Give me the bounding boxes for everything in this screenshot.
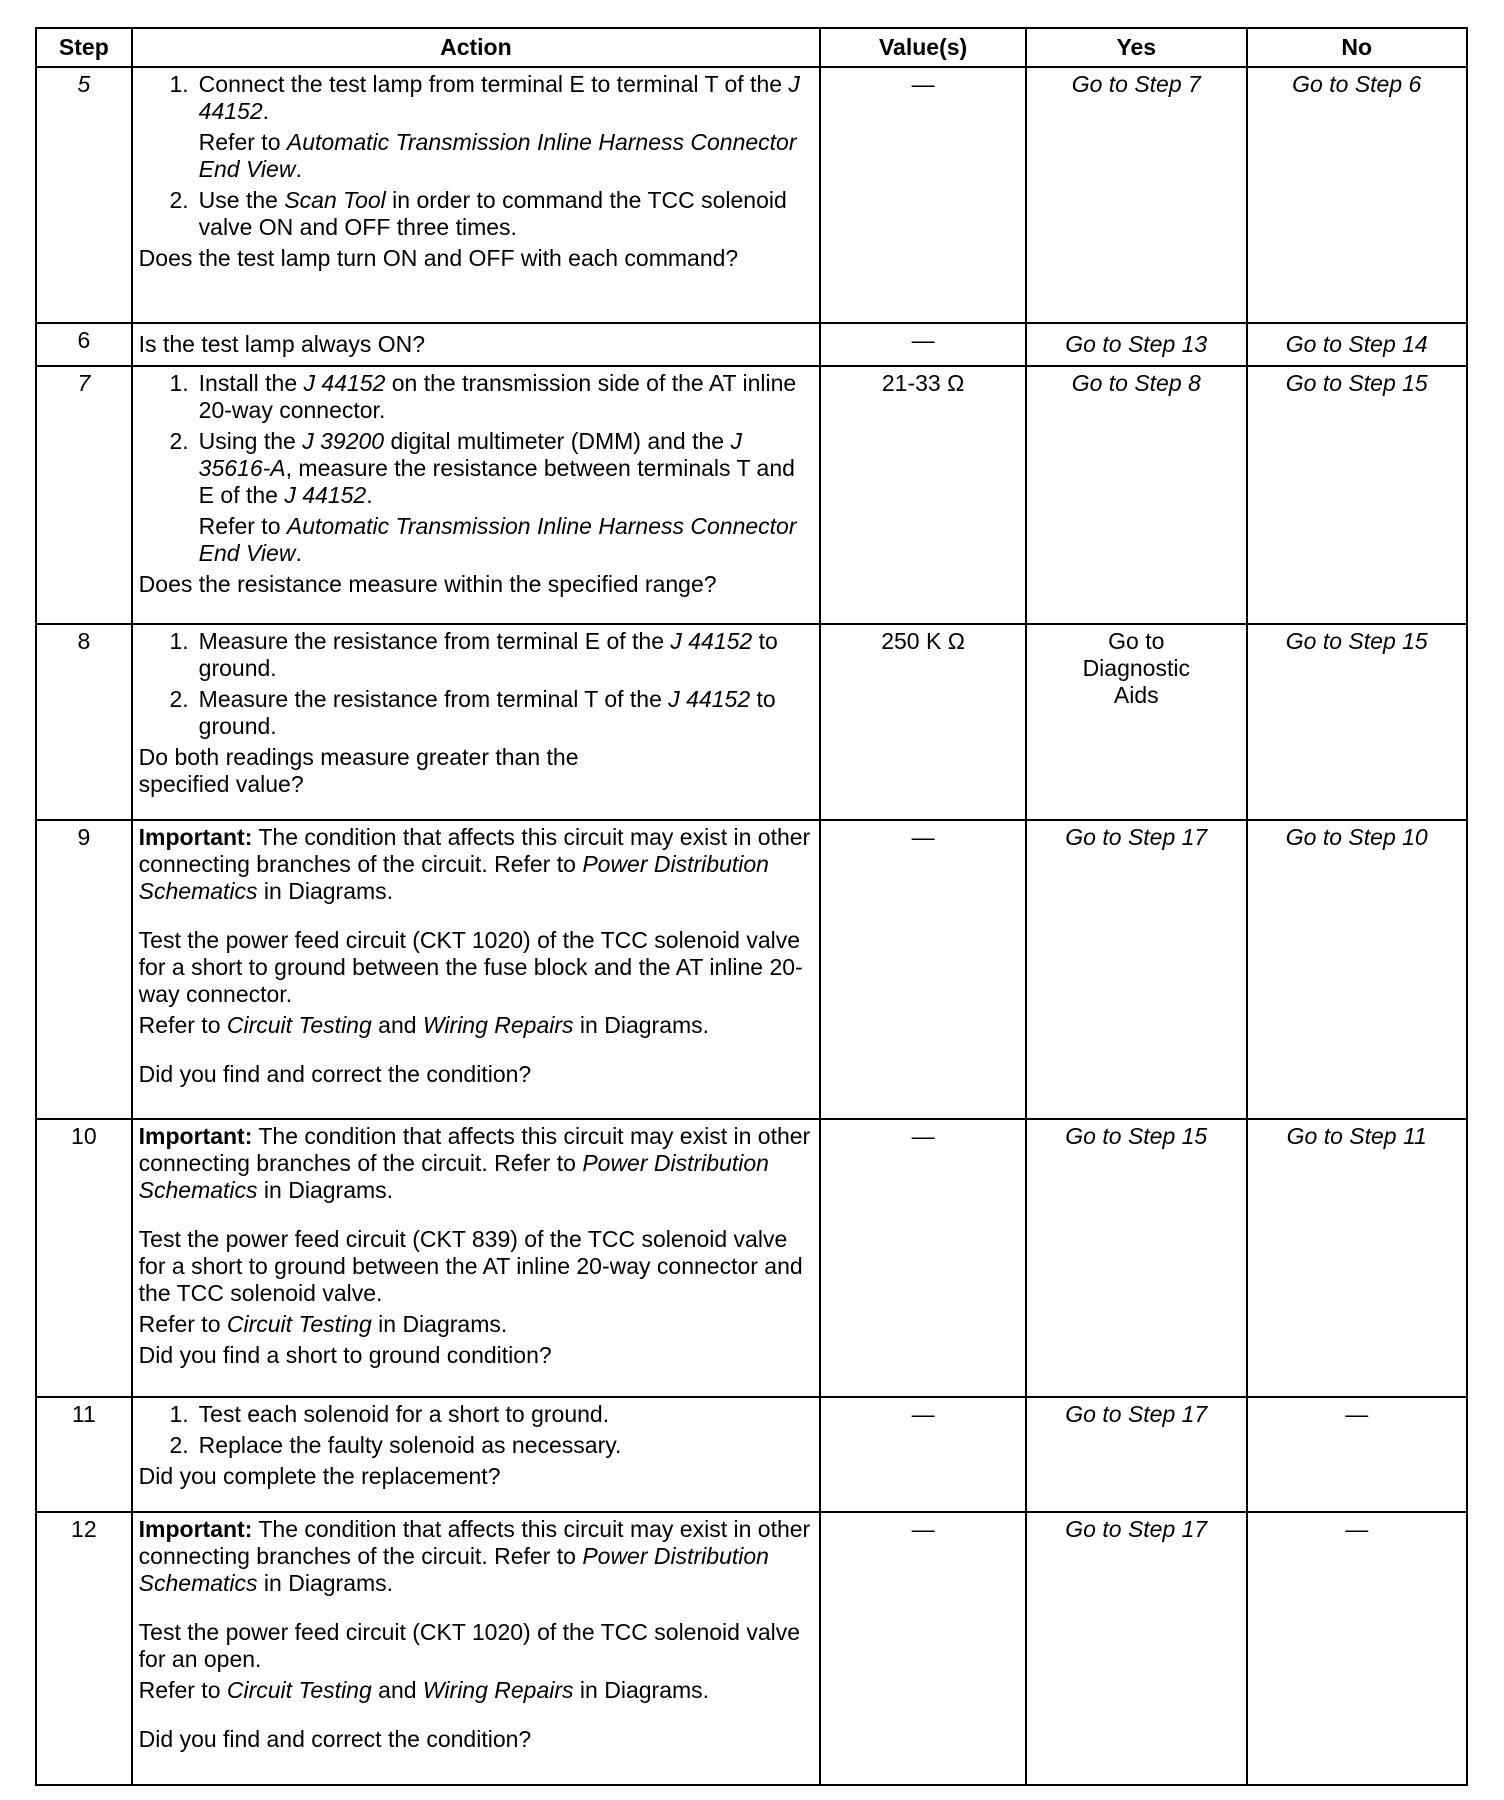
header-action: Action [132, 28, 820, 67]
table-row [36, 323, 1467, 366]
step-number: 11 [36, 1397, 132, 1512]
header-step: Step [36, 28, 132, 67]
list-text [199, 428, 813, 509]
tool-ref: J 44152 [668, 686, 751, 712]
step-number: 10 [36, 1119, 132, 1397]
text: , measure the resistance between terminals T and E of the [198, 455, 795, 508]
tool-ref: J 44152 [284, 482, 367, 508]
text: Measure the resistance from terminal E of the [198, 628, 671, 654]
yes-text: Go to Diagnostic Aids [1082, 628, 1190, 708]
tool-ref: J 44152 [670, 628, 753, 654]
text: to ground. [198, 686, 776, 739]
list-item [139, 428, 813, 509]
no-cell: Go to Step 15 [1247, 366, 1468, 624]
text: The condition that affects this circuit may exist in other connecting branches of the circuit. Refer to [138, 824, 811, 877]
question: Does the test lamp turn ON and OFF with each command? [138, 245, 739, 271]
value-cell: 21-33 Ω [820, 366, 1026, 624]
list-number: 1. [169, 628, 189, 654]
value-cell: — [820, 820, 1026, 1119]
yes-cell: Go to Step 17 [1026, 1397, 1246, 1512]
no-cell: — [1247, 1512, 1468, 1785]
list-item [139, 71, 813, 125]
action-cell [132, 366, 820, 624]
value-cell: — [820, 323, 1026, 366]
list-text: Replace the faulty solenoid as necessary. [198, 1432, 622, 1458]
test-instruction: Test the power feed circuit (CKT 1020) of the TCC solenoid valve for an open. [138, 1619, 801, 1672]
action-cell [132, 1512, 820, 1785]
action-cell [132, 1119, 820, 1397]
list-text [199, 370, 813, 424]
table-row [36, 820, 1467, 1119]
question: Did you complete the replacement? [138, 1463, 501, 1489]
text: and [371, 1677, 423, 1703]
reference-note [139, 1012, 813, 1039]
yes-cell: Go to Step 17 [1026, 820, 1246, 1119]
table-row [36, 67, 1467, 323]
header-no: No [1247, 28, 1468, 67]
doc-ref: Power Distribution Schematics [138, 1543, 769, 1596]
list-text [199, 187, 813, 241]
important-label: Important: [138, 1123, 253, 1149]
header-values: Value(s) [820, 28, 1026, 67]
doc-ref: Power Distribution Schematics [138, 1150, 769, 1203]
step-number: 9 [36, 820, 132, 1119]
list-item [139, 686, 813, 740]
value-cell: — [820, 1397, 1026, 1512]
question: Do both readings measure greater than the specified value? [138, 744, 579, 797]
text: in Diagrams. [257, 878, 394, 904]
doc-ref: Wiring Repairs [422, 1677, 574, 1703]
step-number: 5 [36, 67, 132, 323]
list-number: 1. [169, 370, 189, 396]
test-instruction: Test the power feed circuit (CKT 839) of the TCC solenoid valve for a short to ground between the AT inline 20-way connector and the TCC solenoid valve. [138, 1226, 803, 1306]
yes-cell: Go to Step 7 [1026, 67, 1246, 323]
text: in Diagrams. [371, 1311, 508, 1337]
reference-note [139, 513, 813, 567]
step-number: 7 [36, 366, 132, 624]
action-cell [132, 323, 820, 366]
text: Refer to [198, 513, 287, 539]
tool-ref: J 35616-A [198, 428, 742, 481]
question: Did you find and correct the condition? [138, 1726, 532, 1752]
yes-cell: Go to Step 13 [1026, 323, 1246, 366]
reference-note [139, 1311, 813, 1338]
no-cell: Go to Step 15 [1247, 624, 1468, 820]
list-number: 2. [169, 428, 189, 454]
step-number: 12 [36, 1512, 132, 1785]
tool-ref: J 44152 [198, 71, 800, 124]
text: in order to command the TCC solenoid valve ON and OFF three times. [198, 187, 787, 240]
list-number: 2. [169, 187, 189, 213]
doc-ref: Circuit Testing [226, 1311, 372, 1337]
question: Is the test lamp always ON? [138, 331, 426, 357]
text: . [295, 540, 302, 566]
text: . [295, 156, 302, 182]
doc-ref: Automatic Transmission Inline Harness Connector End View [198, 129, 797, 182]
list-text [199, 628, 813, 682]
value-cell: — [820, 1119, 1026, 1397]
doc-ref: Power Distribution Schematics [138, 851, 769, 904]
doc-ref: Circuit Testing [226, 1012, 372, 1038]
question: Did you find and correct the condition? [138, 1061, 532, 1087]
action-cell [132, 67, 820, 323]
step-number: 6 [36, 323, 132, 366]
text: Refer to [138, 1012, 227, 1038]
text: in Diagrams. [257, 1570, 394, 1596]
question: Does the resistance measure within the specified range? [138, 571, 717, 597]
question: Did you find a short to ground condition? [138, 1342, 552, 1368]
text: The condition that affects this circuit may exist in other connecting branches of the circuit. Refer to [138, 1123, 811, 1176]
table-row [36, 1119, 1467, 1397]
action-cell [132, 1397, 820, 1512]
text: Use the [198, 187, 285, 213]
table-row [36, 366, 1467, 624]
no-cell: Go to Step 10 [1247, 820, 1468, 1119]
tool-ref: Scan Tool [284, 187, 386, 213]
text: on the transmission side of the AT inline 20-way connector. [198, 370, 797, 423]
value-cell: — [820, 67, 1026, 323]
text: and [371, 1012, 423, 1038]
list-item [139, 1432, 813, 1459]
list-item [139, 1401, 813, 1428]
value-cell: — [820, 1512, 1026, 1785]
text: digital multimeter (DMM) and the [384, 428, 731, 454]
reference-note [139, 1677, 813, 1704]
list-number: 2. [169, 1432, 189, 1458]
table-row [36, 1397, 1467, 1512]
text: in Diagrams. [573, 1677, 710, 1703]
text: Install the [198, 370, 304, 396]
text: in Diagrams. [573, 1012, 710, 1038]
doc-ref: Circuit Testing [226, 1677, 372, 1703]
table-row [36, 1512, 1467, 1785]
header-yes: Yes [1026, 28, 1246, 67]
list-text [199, 686, 813, 740]
text: Refer to [138, 1311, 227, 1337]
yes-cell: Go to Step 15 [1026, 1119, 1246, 1397]
text: The condition that affects this circuit may exist in other connecting branches of the circuit. Refer to [138, 1516, 811, 1569]
yes-cell: Go to Step 17 [1026, 1512, 1246, 1785]
no-cell: Go to Step 14 [1247, 323, 1468, 366]
tool-ref: J 44152 [303, 370, 386, 396]
table-row [36, 624, 1467, 820]
no-cell: Go to Step 11 [1247, 1119, 1468, 1397]
diagnostic-table [35, 27, 1468, 1786]
text: . [366, 482, 373, 508]
text: Refer to [138, 1677, 227, 1703]
yes-cell [1026, 624, 1246, 820]
text: Measure the resistance from terminal T of the [198, 686, 669, 712]
step-number: 8 [36, 624, 132, 820]
important-note [139, 1123, 813, 1204]
text: Connect the test lamp from terminal E to terminal T of the [198, 71, 789, 97]
list-number: 1. [169, 1401, 189, 1427]
text: to ground. [198, 628, 778, 681]
important-label: Important: [138, 1516, 253, 1542]
important-note [139, 1516, 813, 1597]
text: Refer to [198, 129, 287, 155]
no-cell: — [1247, 1397, 1468, 1512]
text: in Diagrams. [257, 1177, 394, 1203]
list-item [139, 628, 813, 682]
tool-ref: J 39200 [302, 428, 385, 454]
test-instruction: Test the power feed circuit (CKT 1020) of the TCC solenoid valve for a short to ground between the fuse block and the AT inline 20-way connector. [138, 927, 803, 1007]
important-label: Important: [138, 824, 253, 850]
action-cell [132, 820, 820, 1119]
yes-cell: Go to Step 8 [1026, 366, 1246, 624]
action-cell [132, 624, 820, 820]
header-row [36, 28, 1467, 67]
doc-ref: Automatic Transmission Inline Harness Connector End View [198, 513, 797, 566]
important-note [139, 824, 813, 905]
value-cell: 250 K Ω [820, 624, 1026, 820]
text: Using the [198, 428, 303, 454]
reference-note [139, 129, 813, 183]
doc-ref: Wiring Repairs [422, 1012, 574, 1038]
text: . [262, 98, 270, 124]
list-text: Test each solenoid for a short to ground. [198, 1401, 610, 1427]
no-cell: Go to Step 6 [1247, 67, 1468, 323]
list-number: 1. [169, 71, 189, 97]
list-text [199, 71, 813, 125]
list-item [139, 370, 813, 424]
list-item [139, 187, 813, 241]
list-number: 2. [169, 686, 189, 712]
